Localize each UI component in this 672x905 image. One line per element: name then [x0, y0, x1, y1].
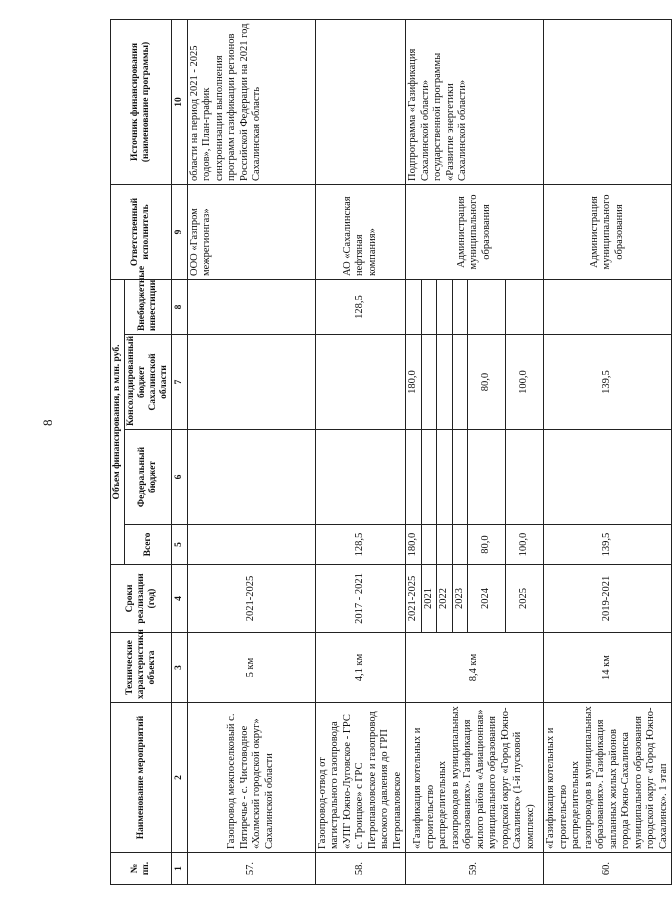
- row-period: 2023: [452, 565, 468, 633]
- row-federal: [544, 430, 672, 525]
- row-total: [437, 525, 453, 565]
- row-consolidated: 180,0: [406, 335, 422, 430]
- row-executor: ООО «Газпром межрегионгаз»: [187, 184, 315, 279]
- row-source: [544, 19, 672, 184]
- header-no: № пп.: [111, 853, 172, 885]
- row-total: 80,0: [468, 525, 506, 565]
- row-federal: [421, 430, 437, 525]
- table-row: [315, 19, 406, 884]
- row-federal: [452, 430, 468, 525]
- row-number: 57.: [187, 853, 315, 885]
- header-consolidated: Консолидированный бюджет Сахалинской области: [125, 335, 172, 430]
- row-consolidated: [187, 335, 315, 430]
- row-total: [421, 525, 437, 565]
- header-extra: Внебюджетные инвестиции: [125, 279, 172, 334]
- row-extra: [544, 279, 672, 334]
- row-total: 139,5: [544, 525, 672, 565]
- row-federal: [315, 430, 406, 525]
- header-volume: Объем финансирования, в млн. руб.: [111, 279, 125, 564]
- row-extra: [437, 279, 453, 334]
- col-number: 4: [172, 565, 188, 633]
- row-name: Газопровод межпоселковый с. Пятиречье - с. Чистоводное «Холмский городской округ» Сахалинской области: [187, 703, 315, 853]
- col-number: 2: [172, 703, 188, 853]
- row-number: 59.: [406, 853, 544, 885]
- row-consolidated: 100,0: [506, 335, 544, 430]
- column-numbers-row: [172, 19, 188, 884]
- financing-table: [110, 19, 672, 885]
- row-extra: [421, 279, 437, 334]
- row-consolidated: 80,0: [468, 335, 506, 430]
- row-consolidated: [421, 335, 437, 430]
- header-tech: Технические характеристики объекта: [111, 633, 172, 703]
- row-source: [315, 19, 406, 184]
- row-extra: 128,5: [315, 279, 406, 334]
- row-federal: [406, 430, 422, 525]
- row-federal: [437, 430, 453, 525]
- row-period: 2021-2025: [187, 565, 315, 633]
- row-total: 100,0: [506, 525, 544, 565]
- row-period: 2024: [468, 565, 506, 633]
- row-federal: [187, 430, 315, 525]
- row-total: [187, 525, 315, 565]
- row-total: 180,0: [406, 525, 422, 565]
- header-name: Наименование мероприятий: [111, 703, 172, 853]
- header-row-1: [111, 19, 125, 884]
- row-total: [452, 525, 468, 565]
- header-federal: Федеральный бюджет: [125, 430, 172, 525]
- row-federal: [468, 430, 506, 525]
- row-executor: Администрация муниципального образования: [544, 184, 672, 279]
- rotated-table-container: [110, 20, 669, 885]
- row-name: «Газификация котельных и строительство распределительных газопроводов в муниципальных образованиях». Газификация запланных жилых районов города Южно-Сахалинска муниципального образования городской округ «Город Южно-Сахалинск». 1 этап: [544, 703, 672, 853]
- row-period: 2017 - 2021: [315, 565, 406, 633]
- col-number: 5: [172, 525, 188, 565]
- row-total: 128,5: [315, 525, 406, 565]
- row-extra: [406, 279, 422, 334]
- row-tech: 5 км: [187, 633, 315, 703]
- row-consolidated: [315, 335, 406, 430]
- header-source: Источник финансирования (наименование программы): [111, 19, 172, 184]
- col-number: 6: [172, 430, 188, 525]
- header-executor: Ответственный исполнитель: [111, 184, 172, 279]
- table-row: [406, 19, 422, 884]
- row-number: 58.: [315, 853, 406, 885]
- page-number: 8: [40, 419, 55, 426]
- col-number: 7: [172, 335, 188, 430]
- row-executor: Администрация муниципального образования: [406, 184, 544, 279]
- row-source: Подпрограмма «Газификация Сахалинской области» государственной программы «Развитие энергетики Сахалинской области»: [406, 19, 544, 184]
- col-number: 8: [172, 279, 188, 334]
- row-name: Газопровод-отвод от магистрального газопровода «УПГ Южно-Луговское - ГРС с. Троицкое» с ГРС Петропавловское и газопровод высокого давления до ГРП Петропавловское: [315, 703, 406, 853]
- row-period: 2021-2025: [406, 565, 422, 633]
- row-period: 2021: [421, 565, 437, 633]
- row-number: 60.: [544, 853, 672, 885]
- col-number: 3: [172, 633, 188, 703]
- row-source: области на период 2021 - 2025 годов», План-график синхронизации выполнения программ газификации регионов Российской Федерации на 2021 год Сахалинская область: [187, 19, 315, 184]
- table-row: [544, 19, 672, 884]
- header-total: Всего: [125, 525, 172, 565]
- row-period: 2019-2021: [544, 565, 672, 633]
- row-name: «Газификация котельных и строительство распределительных газопроводов в муниципальных образованиях». Газификация жилого района «Авиационная» муниципального образования городской округ «Город Южно-Сахалинск» (1-й пусковой комплекс): [406, 703, 544, 853]
- row-tech: 14 км: [544, 633, 672, 703]
- col-number: 9: [172, 184, 188, 279]
- row-extra: [506, 279, 544, 334]
- row-consolidated: 139,5: [544, 335, 672, 430]
- col-number: 1: [172, 853, 188, 885]
- row-period: 2022: [437, 565, 453, 633]
- row-period: 2025: [506, 565, 544, 633]
- row-tech: 4,1 км: [315, 633, 406, 703]
- row-consolidated: [437, 335, 453, 430]
- row-tech: 8,4 км: [406, 633, 544, 703]
- row-extra: [187, 279, 315, 334]
- table-row: [187, 19, 315, 884]
- row-extra: [468, 279, 506, 334]
- row-executor: АО «Сахалинская нефтяная компания»: [315, 184, 406, 279]
- row-extra: [452, 279, 468, 334]
- col-number: 10: [172, 19, 188, 184]
- row-federal: [506, 430, 544, 525]
- header-period: Сроки реализации (год): [111, 565, 172, 633]
- row-consolidated: [452, 335, 468, 430]
